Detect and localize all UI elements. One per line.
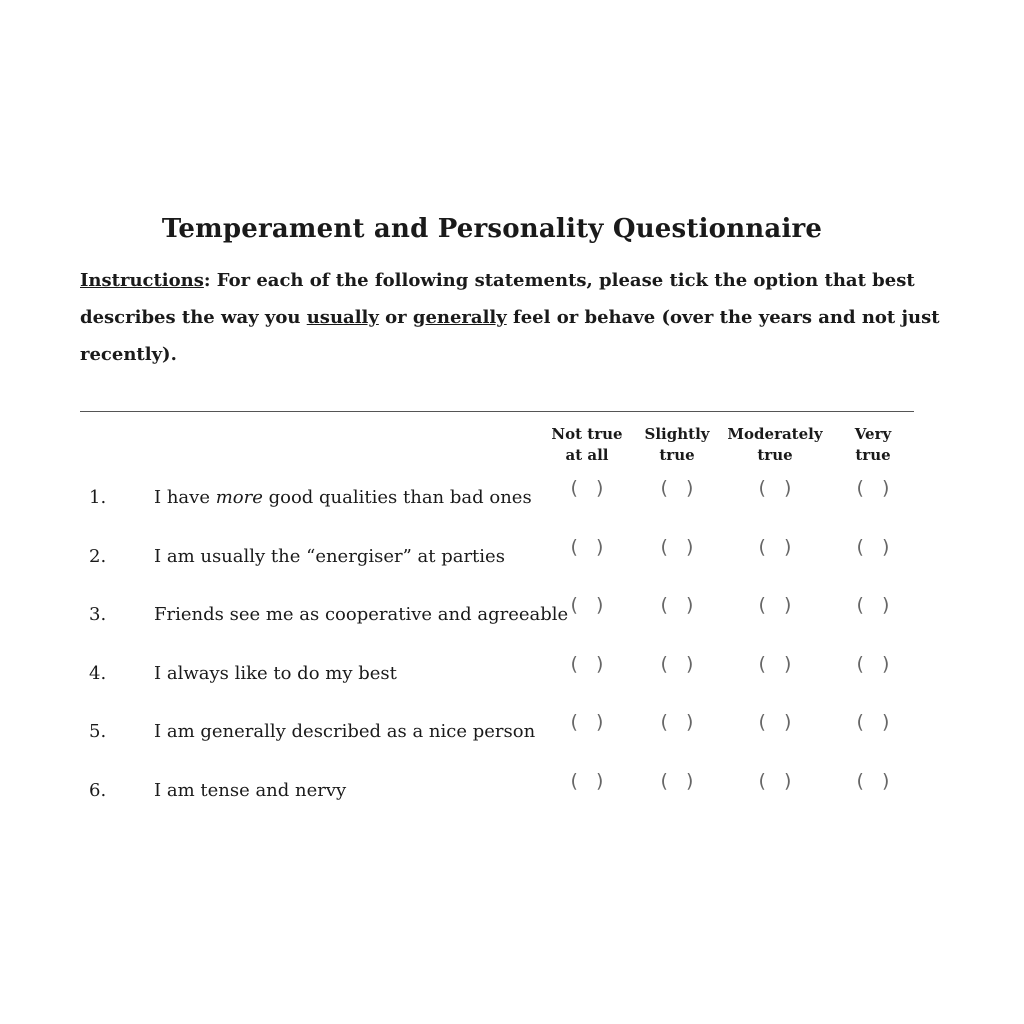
option-not-true[interactable]: ( ) xyxy=(570,711,604,733)
option-slightly-true[interactable]: ( ) xyxy=(660,770,694,792)
instructions-emphasis-usually: usually xyxy=(306,307,379,328)
instructions-emphasis-generally: generally xyxy=(412,307,507,328)
column-header-line: true xyxy=(855,446,891,464)
column-header-line: Slightly xyxy=(644,425,710,443)
question-number: 3. xyxy=(89,604,107,625)
question-text: I am usually the “energiser” at parties xyxy=(154,546,505,567)
instructions-text-1: : For each of the following statements, please tick the option that best xyxy=(203,270,915,291)
option-very-true[interactable]: ( ) xyxy=(856,536,890,558)
question-number: 6. xyxy=(89,780,107,801)
instructions-text-2c: feel or behave (over the years and not just xyxy=(506,307,940,328)
option-slightly-true[interactable]: ( ) xyxy=(660,594,694,616)
column-header-line: Moderately xyxy=(727,425,823,443)
question-text-part: good qualities than bad ones xyxy=(262,487,532,508)
question-text: Friends see me as cooperative and agreeable xyxy=(154,604,569,625)
instructions-line-3: recently). xyxy=(80,344,177,365)
column-header-moderately-true xyxy=(720,424,830,466)
column-header-line: true xyxy=(659,446,695,464)
option-not-true[interactable]: ( ) xyxy=(570,770,604,792)
option-moderately-true[interactable]: ( ) xyxy=(758,536,792,558)
option-very-true[interactable]: ( ) xyxy=(856,594,890,616)
column-header-line: at all xyxy=(565,446,609,464)
option-moderately-true[interactable]: ( ) xyxy=(758,653,792,675)
instructions xyxy=(80,262,940,373)
column-header-slightly-true xyxy=(622,424,732,466)
option-slightly-true[interactable]: ( ) xyxy=(660,653,694,675)
option-not-true[interactable]: ( ) xyxy=(570,536,604,558)
question-row-6 xyxy=(0,770,1024,820)
column-header-line: true xyxy=(757,446,793,464)
column-header-line: Not true xyxy=(551,425,623,443)
question-row-4 xyxy=(0,653,1024,703)
question-number: 1. xyxy=(89,487,107,508)
question-number: 2. xyxy=(89,546,107,567)
option-very-true[interactable]: ( ) xyxy=(856,770,890,792)
question-text xyxy=(154,487,532,508)
question-text-part: I have xyxy=(154,487,216,508)
instructions-label: Instructions xyxy=(80,270,204,291)
option-very-true[interactable]: ( ) xyxy=(856,477,890,499)
option-slightly-true[interactable]: ( ) xyxy=(660,711,694,733)
instructions-text-2a: describes the way you xyxy=(80,307,307,328)
option-not-true[interactable]: ( ) xyxy=(570,653,604,675)
instructions-line-2 xyxy=(80,299,940,336)
column-header-line: Very xyxy=(854,425,892,443)
question-row-5 xyxy=(0,711,1024,761)
option-moderately-true[interactable]: ( ) xyxy=(758,477,792,499)
question-text: I am generally described as a nice person xyxy=(154,721,536,742)
option-very-true[interactable]: ( ) xyxy=(856,711,890,733)
option-moderately-true[interactable]: ( ) xyxy=(758,594,792,616)
column-header-very-true xyxy=(818,424,928,466)
option-slightly-true[interactable]: ( ) xyxy=(660,536,694,558)
question-row-2 xyxy=(0,536,1024,586)
option-not-true[interactable]: ( ) xyxy=(570,477,604,499)
question-number: 5. xyxy=(89,721,107,742)
option-moderately-true[interactable]: ( ) xyxy=(758,770,792,792)
question-row-1 xyxy=(0,477,1024,527)
instructions-line-1 xyxy=(80,262,920,299)
question-text: I always like to do my best xyxy=(154,663,397,684)
option-moderately-true[interactable]: ( ) xyxy=(758,711,792,733)
option-slightly-true[interactable]: ( ) xyxy=(660,477,694,499)
question-row-3 xyxy=(0,594,1024,644)
option-very-true[interactable]: ( ) xyxy=(856,653,890,675)
question-number: 4. xyxy=(89,663,107,684)
instructions-text-2b: or xyxy=(378,307,413,328)
header-divider xyxy=(80,411,914,412)
question-text-emphasis: more xyxy=(215,487,263,508)
page-title: Temperament and Personality Questionnaire xyxy=(161,214,823,244)
question-text: I am tense and nervy xyxy=(154,780,347,801)
option-not-true[interactable]: ( ) xyxy=(570,594,604,616)
